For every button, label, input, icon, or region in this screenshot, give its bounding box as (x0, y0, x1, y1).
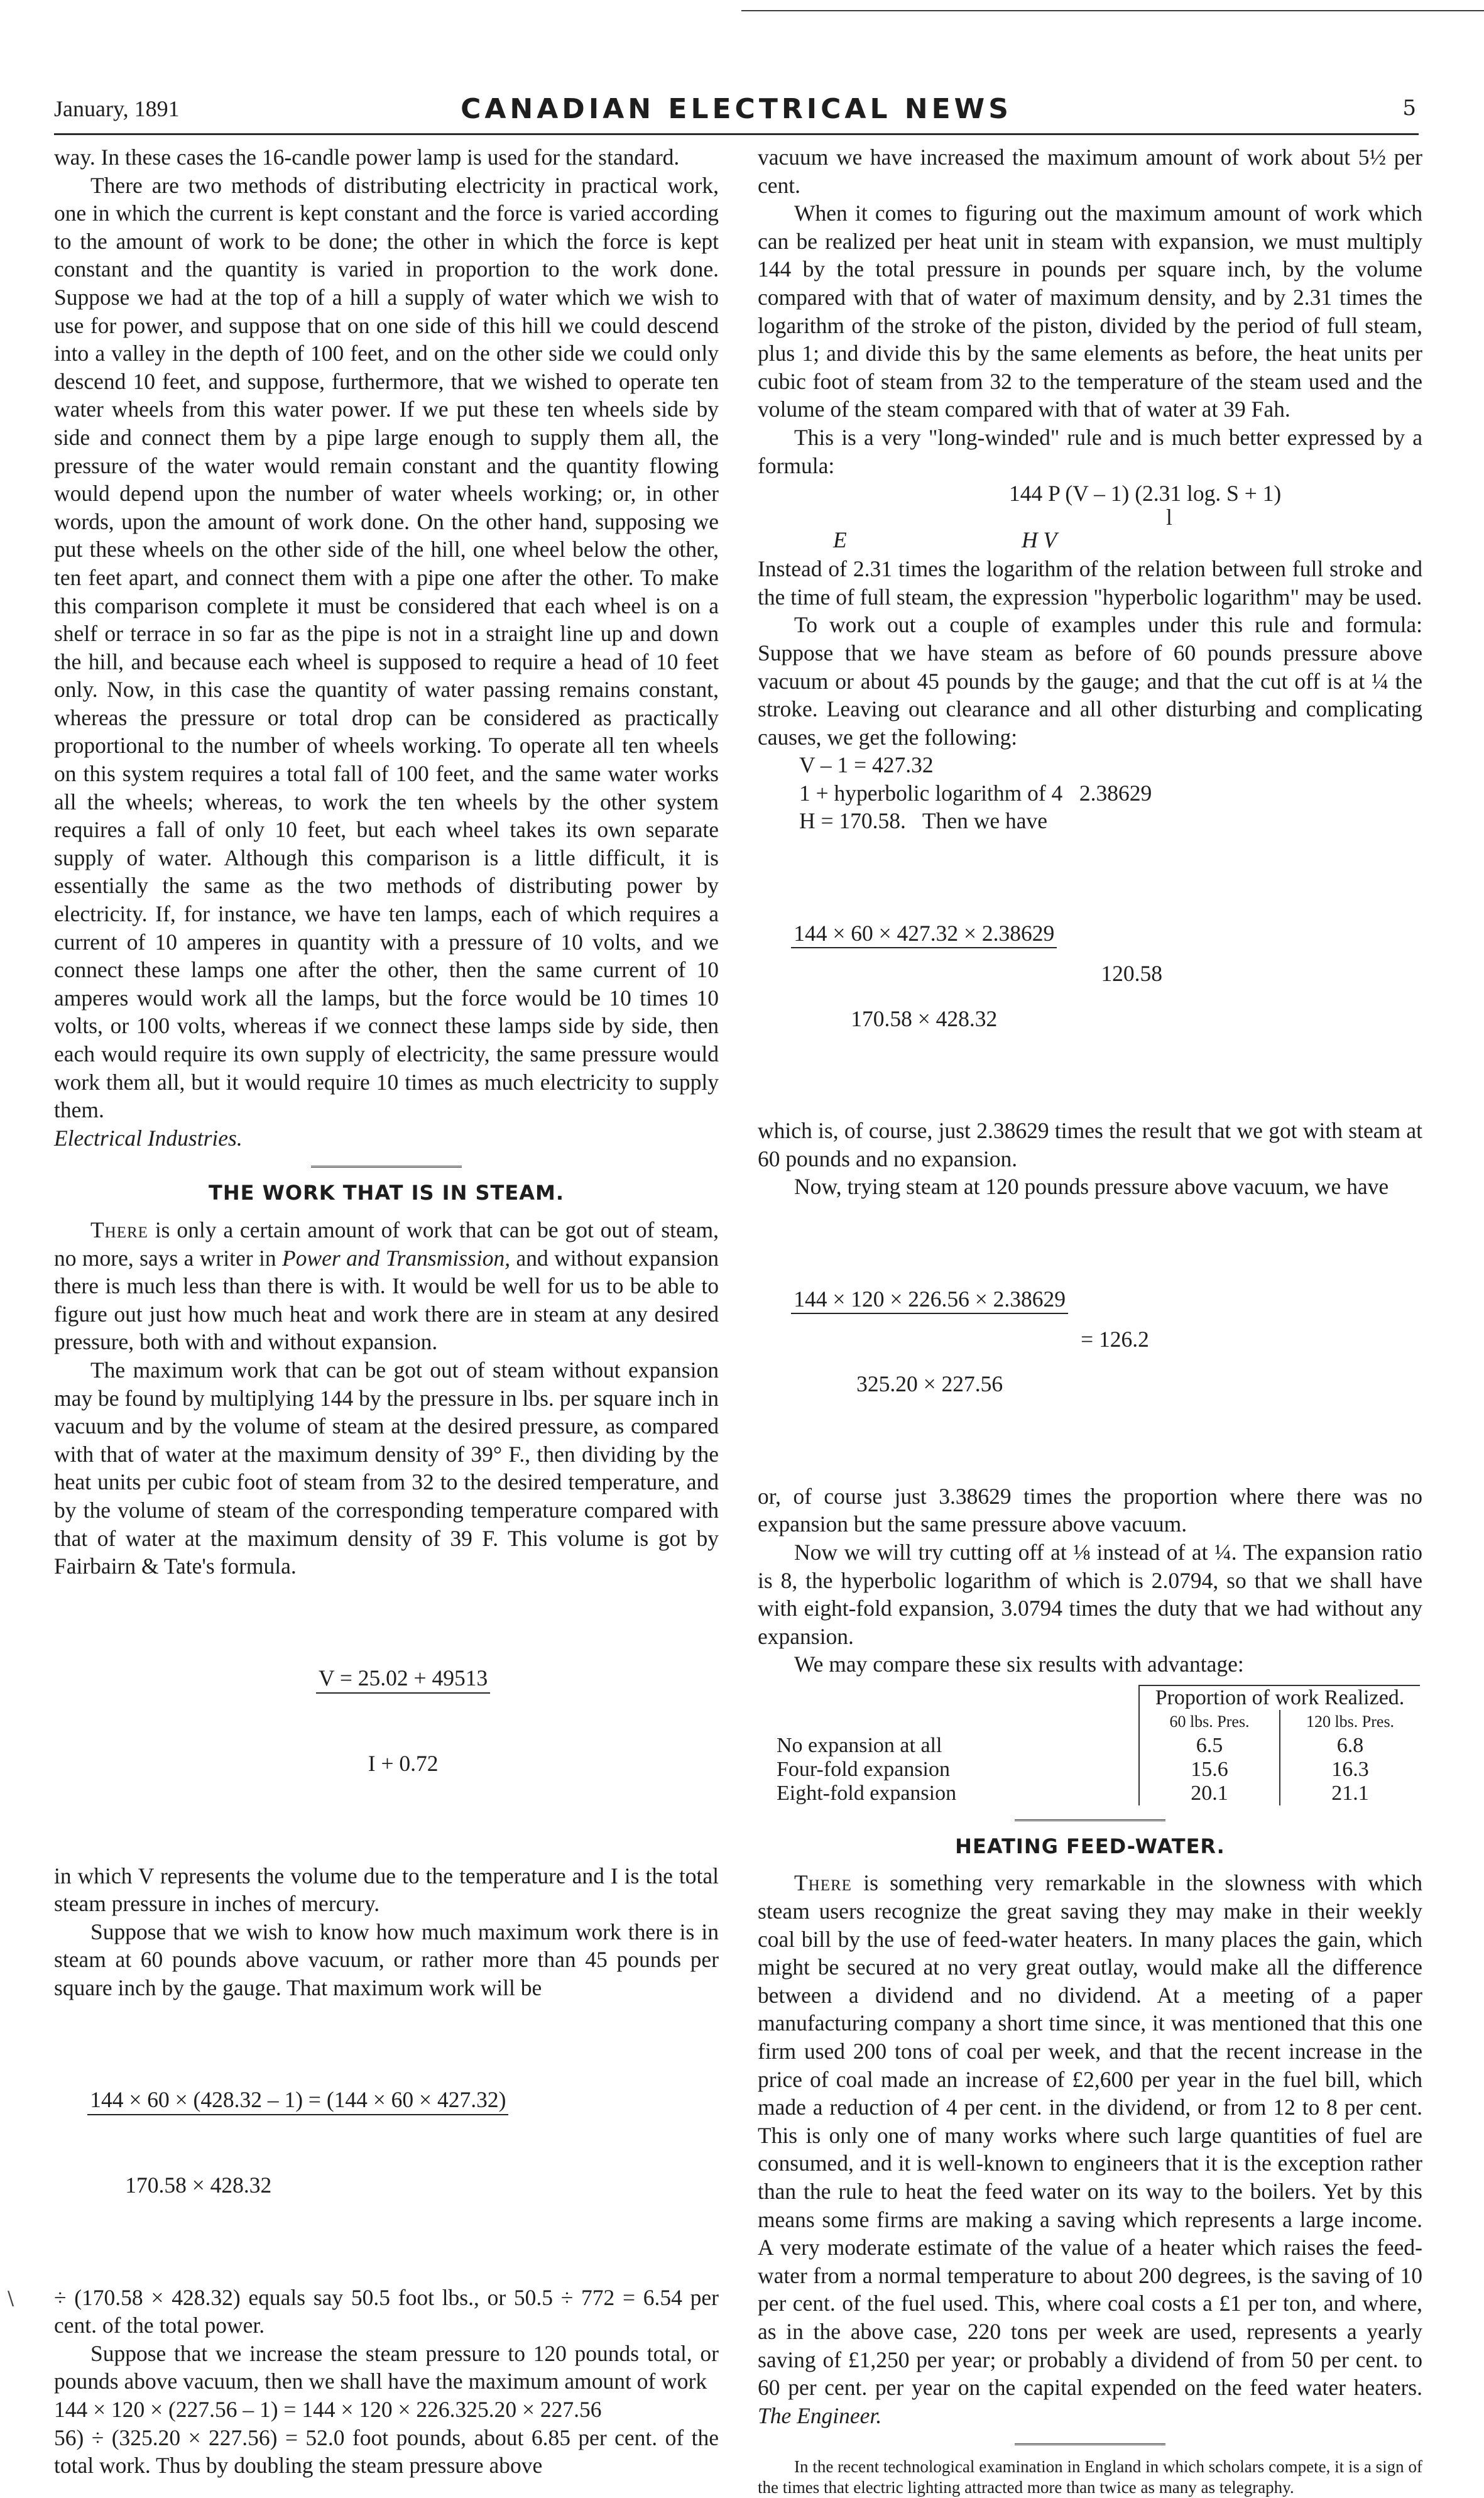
paragraph: The maximum work that can be got out of steam without expansion may be found by multiplying 144 by the pressure in lbs. per square inch in vacuum and by the volume of steam at the desired pressure, as compared with that of water at the maximum density of 39° F., then dividing by the heat units per cubic foot of steam from 32 to the desired temperature, and by the volume of steam of the corresponding temperature compared with that of water at the maximum density of 39 F. This volume is got by Fairbairn & Tate's formula. (54, 1357, 719, 1579)
formula-result: = 126.2 (1081, 1326, 1149, 1352)
lead-word: There (794, 1870, 852, 1896)
header-rule (54, 133, 1419, 135)
table-cell: 20.1 (1139, 1782, 1280, 1805)
paragraph: ÷ (170.58 × 428.32) equals say 50.5 foot lbs., or 50.5 ÷ 772 = 6.54 per cent. of the total power. (54, 2284, 719, 2338)
formula-max-work-60 (54, 2002, 719, 2284)
fraction-denominator: 170.58 × 428.32 (125, 2172, 272, 2198)
paragraph (758, 1869, 1422, 2430)
news-brief: In the recent technological examination in England in which scholars compete, it is a sign of the times that electric lighting attracted more than twice as many as telegraphy. (758, 2457, 1422, 2497)
formula-divisor-mark: l (1166, 505, 1172, 530)
table-row-label: Four-fold expansion (777, 1757, 951, 1781)
paragraph: vacuum we have increased the maximum amount of work about 5½ per cent. (758, 145, 1422, 198)
lead-word: There (90, 1217, 148, 1242)
article-separator (311, 1166, 462, 1168)
formula-left: E (833, 527, 847, 553)
article-source: The Engineer. (758, 2402, 882, 2428)
table-row (773, 1734, 1420, 1758)
formula-line: H = 170.58. Then we have (799, 808, 1047, 834)
formula-denominator: H V (1022, 527, 1057, 553)
page-header (54, 93, 1419, 131)
paragraph: way. In these cases the 16-candle power lamp is used for the standard. (54, 145, 680, 170)
paragraph: Suppose that we wish to know how much maximum work there is in steam at 60 pounds above vacuum, or rather more than 45 pounds per square inch by the gauge. That maximum work will be (54, 1919, 719, 2000)
paragraph: This is a very "long-winded" rule and is much better expressed by a formula: (758, 424, 1422, 478)
publication-name: Power and Transmission, (282, 1245, 511, 1271)
formula-line: 1 + hyperbolic logarithm of 4 2.38629 (799, 780, 1152, 806)
fraction (87, 2030, 508, 2255)
margin-mark: \ (8, 2287, 14, 2309)
table-row-label: No expansion at all (777, 1733, 942, 1757)
table-cell: 16.3 (1280, 1758, 1420, 1782)
table-cell: 21.1 (1280, 1782, 1420, 1805)
article-source: Electrical Industries. (54, 1125, 243, 1151)
article-heading-steam: THE WORK THAT IS IN STEAM. (209, 1181, 564, 1205)
paragraph: or, of course just 3.38629 times the proportion where there was no expansion but the same pressure above vacuum. (758, 1483, 1422, 1537)
results-table (773, 1685, 1420, 1805)
article-heading-feedwater: HEATING FEED-WATER. (955, 1834, 1225, 1858)
formula-expansion (758, 479, 1422, 555)
table-cell: 6.5 (1139, 1734, 1280, 1758)
paragraph: which is, of course, just 2.38629 times the result that we got with steam at 60 pounds and no expansion. (758, 1118, 1422, 1171)
table-row (773, 1758, 1420, 1782)
paragraph: To work out a couple of examples under this rule and formula: Suppose that we have steam as before of 60 pounds pressure above vacuum or about 45 pounds by the gauge; and that the cut off is at ¼ the stroke. Leaving out clearance and all other disturbing and complicating causes, we get the following: (758, 612, 1422, 750)
table-cell: 6.8 (1280, 1734, 1420, 1758)
paragraph-text: is only a certain amount of work that can be got out of steam, no more, says a writer in (54, 1217, 719, 1271)
fraction (316, 1608, 490, 1834)
formula-max-work-120: 144 × 120 × (227.56 – 1) = 144 × 120 × 226.325.20 × 227.56 (54, 2396, 602, 2422)
table-group-header: Proportion of work Realized. (1139, 1685, 1420, 1710)
formula-result: 120.58 (1101, 961, 1162, 987)
issue-date: January, 1891 (54, 96, 180, 121)
table-row-label: Eight-fold expansion (777, 1781, 957, 1805)
fraction (791, 863, 1057, 1089)
page-number: 5 (1402, 96, 1416, 121)
table-column-header: 120 lbs. Pres. (1280, 1710, 1420, 1734)
formula-top: 144 P (V – 1) (2.31 log. S + 1) (1009, 481, 1282, 507)
table-column-header: 60 lbs. Pres. (1139, 1710, 1280, 1734)
paragraph: Now we will try cutting off at ⅛ instead of at ¼. The expansion ratio is 8, the hyperbolic logarithm of which is 2.0794, so that we shall have with eight-fold expansion, 3.0794 times the duty that we had without any expansion. (758, 1539, 1422, 1649)
formula-fairbairn-tate (54, 1580, 719, 1862)
left-column (54, 143, 719, 2480)
paragraph-text: is something very remarkable in the slowness with which steam users recognize the great saving they may make in their weekly coal bill by the use of feed-water heaters. In many places the gain, which might be secured at no very great outlay, would make all the difference between a dividend and no dividend. At a meeting of a paper manufacturing company a short time since, it was mentioned that this one firm used 200 tons of coal per week, and that the recent increase in the price of coal made an increase of £2,600 per year in the fuel bill, which made a reduction of 4 per cent. in the dividend, or from 12 to 8 per cent. This is only one of many works where such large quantities of fuel are consumed, and it is well-known to engineers that it is the exception rather than the rule to heat the feed water on its way to the boilers. Yet by this means some firms are making a saving which represents a large income. A very moderate estimate of the value of a heater which raises the feed-water from a normal temperature to about 200 degrees, is the saving of 10 per cent. of the fuel used. This, where coal costs a £1 per ton, and where, as in the above case, 220 tons per week are used, represents a yearly saving of £1,250 per year; or probably a dividend of from 50 per cent. to 60 per cent. per year on the capital expended on the feed water heaters. (758, 1870, 1422, 2401)
fraction (791, 1229, 1068, 1454)
paragraph: in which V represents the volume due to the temperature and I is the total steam pressure in inches of mercury. (54, 1863, 719, 1917)
right-column (758, 143, 1422, 2498)
paragraph: 56) ÷ (325.20 × 227.56) = 52.0 foot pounds, about 6.85 per cent. of the total work. Thus by doubling the steam pressure above (54, 2424, 719, 2479)
paragraph: Instead of 2.31 times the logarithm of the relation between full stroke and the time of full steam, the expression "hyperbolic logarithm" may be used. (758, 556, 1422, 610)
paragraph: Suppose that we increase the steam pressure to 120 pounds total, or pounds above vacuum, then we shall have the maximum amount of work (54, 2340, 719, 2394)
article-separator (1015, 2443, 1165, 2445)
top-rule (741, 10, 1484, 11)
fraction-denominator: 325.20 × 227.56 (856, 1371, 1003, 1397)
paragraph (54, 172, 719, 1153)
paragraph: We may compare these six results with advantage: (794, 1652, 1244, 1677)
masthead-title: CANADIAN ELECTRICAL NEWS (461, 93, 1012, 125)
paragraph-text: and without expansion there is much less than there is with. It would be well for us to be able to figure out just how much heat and work there are in steam at any desired pressure, both with and without expansion. (54, 1245, 719, 1355)
fraction-numerator: 144 × 60 × 427.32 × 2.38629 (791, 919, 1057, 949)
fraction-numerator: 144 × 60 × (428.32 – 1) = (144 × 60 × 427.32) (87, 2086, 508, 2115)
fraction-denominator: 170.58 × 428.32 (851, 1005, 998, 1031)
table-row (773, 1782, 1420, 1805)
paragraph-text: There are two methods of distributing electricity in practical work, one in which the current is kept constant and the force is varied according to the amount of work to be done; the other in which the force is kept constant and the quantity is varied in proportion to the work done. Suppose we had at the top of a hill a supply of water which we wish to use for power, and suppose that on one side of this hill we could descend into a valley in the depth of 100 feet, and on the other side we could only descend 10 feet, and suppose, furthermore, that we wished to operate ten water wheels from this water power. If we put these ten wheels side by side and connect them by a pipe large enough to supply them all, the pressure of the water would remain constant and the quantity flowing would depend upon the number of water wheels working; or, in other words, upon the amount of work done. On the other hand, supposing we put these wheels on the other side of the hill, one wheel below the other, ten feet apart, and connect them with a pipe one after the other. To make this comparison complete it must be considered that each wheel is on a shelf or terrace in so far as the pipe is not in a straight line up and down the hill, and because each wheel is supposed to require a head of 10 feet only. Now, in this case the quantity of water passing remains constant, whereas the pressure or total drop can be considered as practically proportional to the number of wheels working. To operate all ten wheels on this system requires a total fall of 100 feet, and the same water works all the wheels; whereas, to work the ten wheels by the other system requires a fall of only 10 feet, but each wheel takes its own separate supply of water. Although this comparison is a little difficult, it is essentially the same as the two methods of distributing power by electricity. If, for instance, we have ten lamps, each of which requires a current of 10 amperes in quantity with a pressure of 10 volts, and we connect these lamps one after the other, then the same current of 10 amperes would work all the lamps, but the force would be 10 times 10 volts, or 100 volts, whereas if we connect these lamps side by side, then each would require its own supply of electricity, the same pressure would work them all, but it would require 10 times as much electricity to supply them. (54, 172, 719, 1123)
fraction-numerator: V = 25.02 + 49513 (316, 1664, 490, 1694)
formula-example-120 (758, 1201, 1422, 1482)
article-separator (1015, 1819, 1165, 1821)
paragraph (54, 1216, 719, 1356)
formula-example-60 (758, 835, 1422, 1117)
paragraph: When it comes to figuring out the maximum amount of work which can be realized per heat unit in steam with expansion, we must multiply 144 by the total pressure in pounds per square inch, by the volume compared with that of water of maximum density, and by 2.31 times the logarithm of the stroke of the piston, divided by the period of full steam, plus 1; and divide this by the same elements as before, the heat units per cubic foot of steam from 32 to the temperature of the steam used and the volume of the steam compared with that of water at 39 Fah. (758, 200, 1422, 422)
formula-line: V – 1 = 427.32 (799, 752, 934, 778)
paragraph: Now, trying steam at 120 pounds pressure above vacuum, we have (794, 1174, 1389, 1200)
fraction-numerator: 144 × 120 × 226.56 × 2.38629 (791, 1285, 1068, 1315)
table-cell: 15.6 (1139, 1758, 1280, 1782)
fraction-denominator: I + 0.72 (368, 1751, 439, 1777)
